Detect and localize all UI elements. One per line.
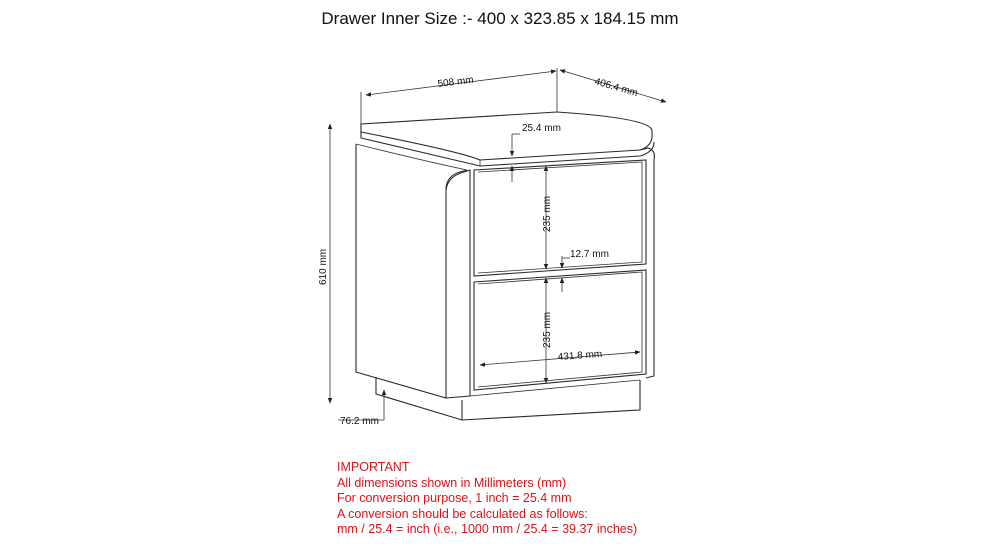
- drawer-width-label: 431.8 mm: [557, 348, 603, 363]
- drawer-gap-label: 12.7 mm: [570, 249, 609, 260]
- width-label: 508 mm: [437, 74, 475, 90]
- notes-heading: IMPORTANT: [337, 460, 410, 474]
- top-drawer-height-label: 235 mm: [542, 195, 553, 232]
- diagram-title: Drawer Inner Size :- 400 x 323.85 x 184.15 mm: [321, 9, 679, 28]
- notes-line: A conversion should be calculated as follows:: [337, 506, 588, 521]
- nightstand-outline: [356, 112, 654, 420]
- depth-label: 406.4 mm: [593, 76, 639, 100]
- important-notes: [337, 460, 637, 538]
- notes-line: mm / 25.4 = inch (i.e., 1000 mm / 25.4 = 39.37 inches): [337, 522, 638, 536]
- height-label: 610 mm: [318, 248, 329, 285]
- notes-line: All dimensions shown in Millimeters (mm): [337, 475, 567, 490]
- plinth-height-label: 76.2 mm: [340, 416, 379, 427]
- bottom-drawer-height-label: 235 mm: [542, 311, 553, 348]
- top-thickness-label: 25.4 mm: [522, 123, 561, 134]
- notes-line: For conversion purpose, 1 inch = 25.4 mm: [337, 491, 572, 505]
